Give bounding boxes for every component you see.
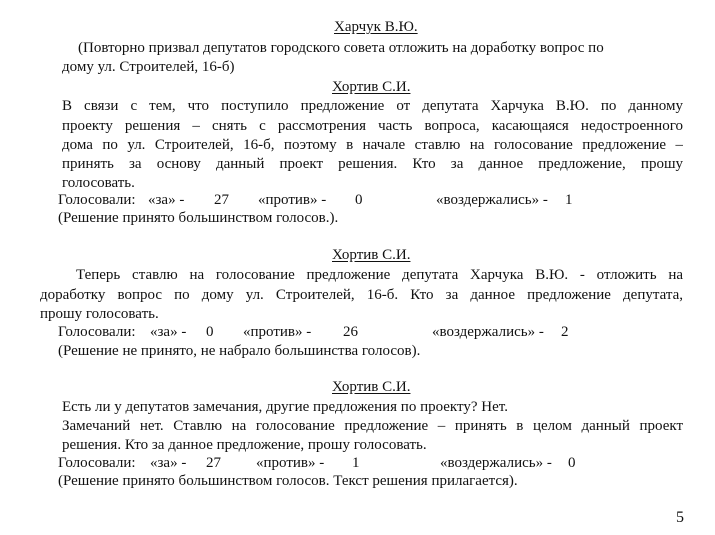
speaker-heading: Хортив С.И. <box>332 79 411 95</box>
vote-abstained-label: «воздержались» - <box>432 324 544 340</box>
paragraph-line: решения. Кто за данное предложение, прошу голосовать. <box>62 437 427 453</box>
vote-for-label: «за» - <box>150 324 187 340</box>
paragraph-line: прошу голосовать. <box>40 306 159 322</box>
vote-result: (Решение принято большинством голосов. Текст решения прилагается). <box>58 473 518 489</box>
vote-row <box>0 190 715 210</box>
vote-against-count: 1 <box>352 455 360 471</box>
vote-label: Голосовали: <box>58 192 136 208</box>
vote-abstained-label: «воздержались» - <box>440 455 552 471</box>
paragraph-line: принять за основу данный проект решения. Кто за данное предложение, прошу <box>62 156 683 172</box>
vote-abstained-count: 1 <box>565 192 573 208</box>
vote-abstained-label: «воздержались» - <box>436 192 548 208</box>
paragraph-line: Теперь ставлю на голосование предложение депутата Харчука В.Ю. - отложить на <box>76 267 683 283</box>
paragraph-line: голосовать. <box>62 175 135 191</box>
vote-label: Голосовали: <box>58 455 136 471</box>
vote-against-label: «против» - <box>243 324 312 340</box>
vote-for-count: 0 <box>206 324 214 340</box>
paragraph-line: дома по ул. Строителей, 16-б, поэтому в начале ставлю на голосование предложение – <box>62 137 683 153</box>
vote-abstained-count: 2 <box>561 324 569 340</box>
paragraph-line: Замечаний нет. Ставлю на голосование предложение – принять в целом данный проект <box>62 418 683 434</box>
paragraph-line: дому ул. Строителей, 16-б) <box>62 59 235 75</box>
paragraph-line: проекту решения – снять с рассмотрения часть вопроса, касающаяся недостроенного <box>62 118 683 134</box>
paragraph-line: (Повторно призвал депутатов городского совета отложить на доработку вопрос по <box>78 40 604 56</box>
vote-against-label: «против» - <box>258 192 327 208</box>
vote-row <box>0 453 715 473</box>
paragraph-line: В связи с тем, что поступило предложение от депутата Харчука В.Ю. по данному <box>62 98 683 114</box>
vote-row <box>0 322 715 342</box>
vote-label: Голосовали: <box>58 324 136 340</box>
vote-abstained-count: 0 <box>568 455 576 471</box>
vote-result: (Решение не принято, не набрало большинства голосов). <box>58 343 421 359</box>
vote-for-label: «за» - <box>148 192 185 208</box>
speaker-heading: Хортив С.И. <box>332 379 411 395</box>
vote-for-count: 27 <box>214 192 229 208</box>
speaker-heading: Харчук В.Ю. <box>334 19 418 35</box>
vote-against-count: 26 <box>343 324 358 340</box>
speaker-heading: Хортив С.И. <box>332 247 411 263</box>
vote-against-count: 0 <box>355 192 363 208</box>
vote-result: (Решение принято большинством голосов.). <box>58 210 339 226</box>
paragraph-line: Есть ли у депутатов замечания, другие предложения по проекту? Нет. <box>62 399 508 415</box>
vote-against-label: «против» - <box>256 455 325 471</box>
vote-for-count: 27 <box>206 455 221 471</box>
vote-for-label: «за» - <box>150 455 187 471</box>
page-number: 5 <box>676 509 684 526</box>
paragraph-line: доработку вопрос по дому ул. Строителей, 16-б. Кто за данное предложение депутата, <box>40 287 683 303</box>
